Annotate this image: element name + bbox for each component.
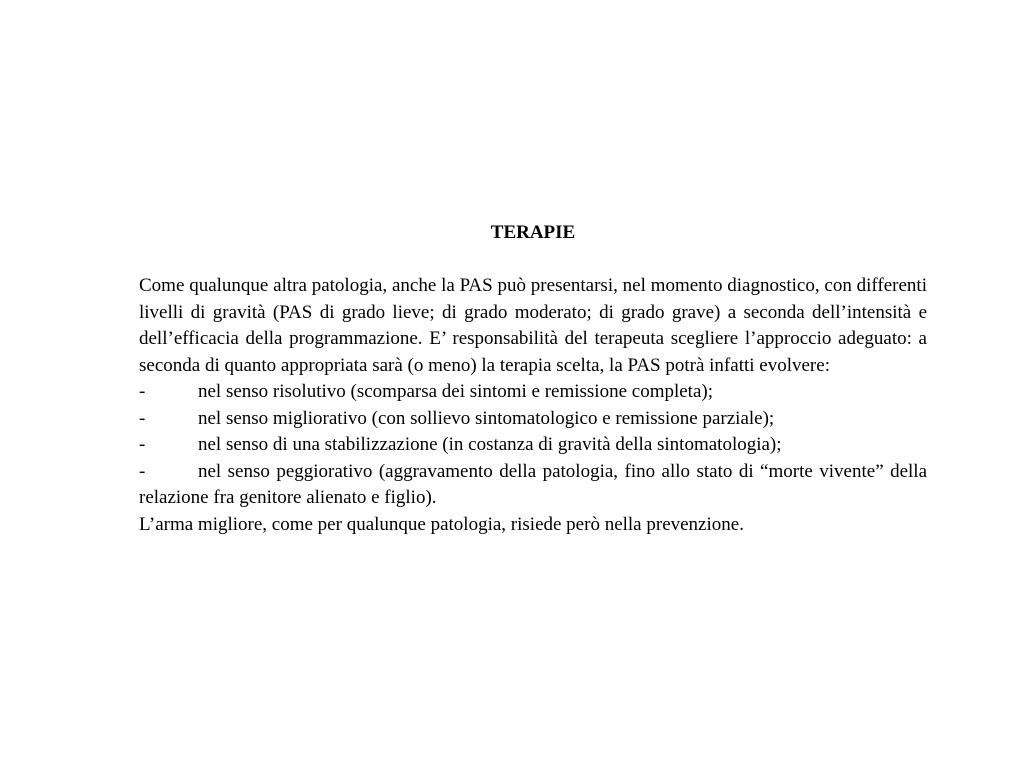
bullet-marker: - [139, 407, 146, 429]
list-item-text: nel senso di una stabilizzazione (in costanza di gravità della sintomatologia); [198, 434, 782, 455]
bullet-marker: - [139, 381, 146, 402]
list-item [139, 379, 927, 406]
list-item [139, 459, 927, 512]
list-item-text: nel senso risolutivo (scomparsa dei sintomi e remissione completa); [198, 381, 714, 402]
list-item-text: nel senso migliorativo (con sollievo sintomatologico e remissione parziale); [198, 407, 775, 429]
list-item [139, 432, 927, 459]
conclusion-paragraph: L’arma migliore, come per qualunque patologia, risiede però nella prevenzione. [139, 513, 744, 535]
blank-line [139, 247, 927, 274]
list-item [139, 406, 927, 433]
list-item-text: nel senso peggiorativo (aggravamento della patologia, fino allo stato di “morte vivente” della relazione fra genitore alienato e figlio). [139, 460, 927, 508]
bullet-marker: - [139, 434, 146, 455]
slide-content [139, 220, 927, 538]
intro-paragraph: Come qualunque altra patologia, anche la PAS può presentarsi, nel momento diagnostico, con differenti livelli di gravità (PAS di grado lieve; di grado moderato; di grado grave) a seconda dell’intensità e dell’efficacia della programmazione. E’ responsabilità del terapeuta scegliere l’approccio adeguato: a seconda di quanto appropriata sarà (o meno) la terapia scelta, la PAS potrà infatti evolvere: [139, 275, 927, 376]
bullet-marker: - [139, 460, 146, 482]
page-title: TERAPIE [490, 222, 576, 243]
